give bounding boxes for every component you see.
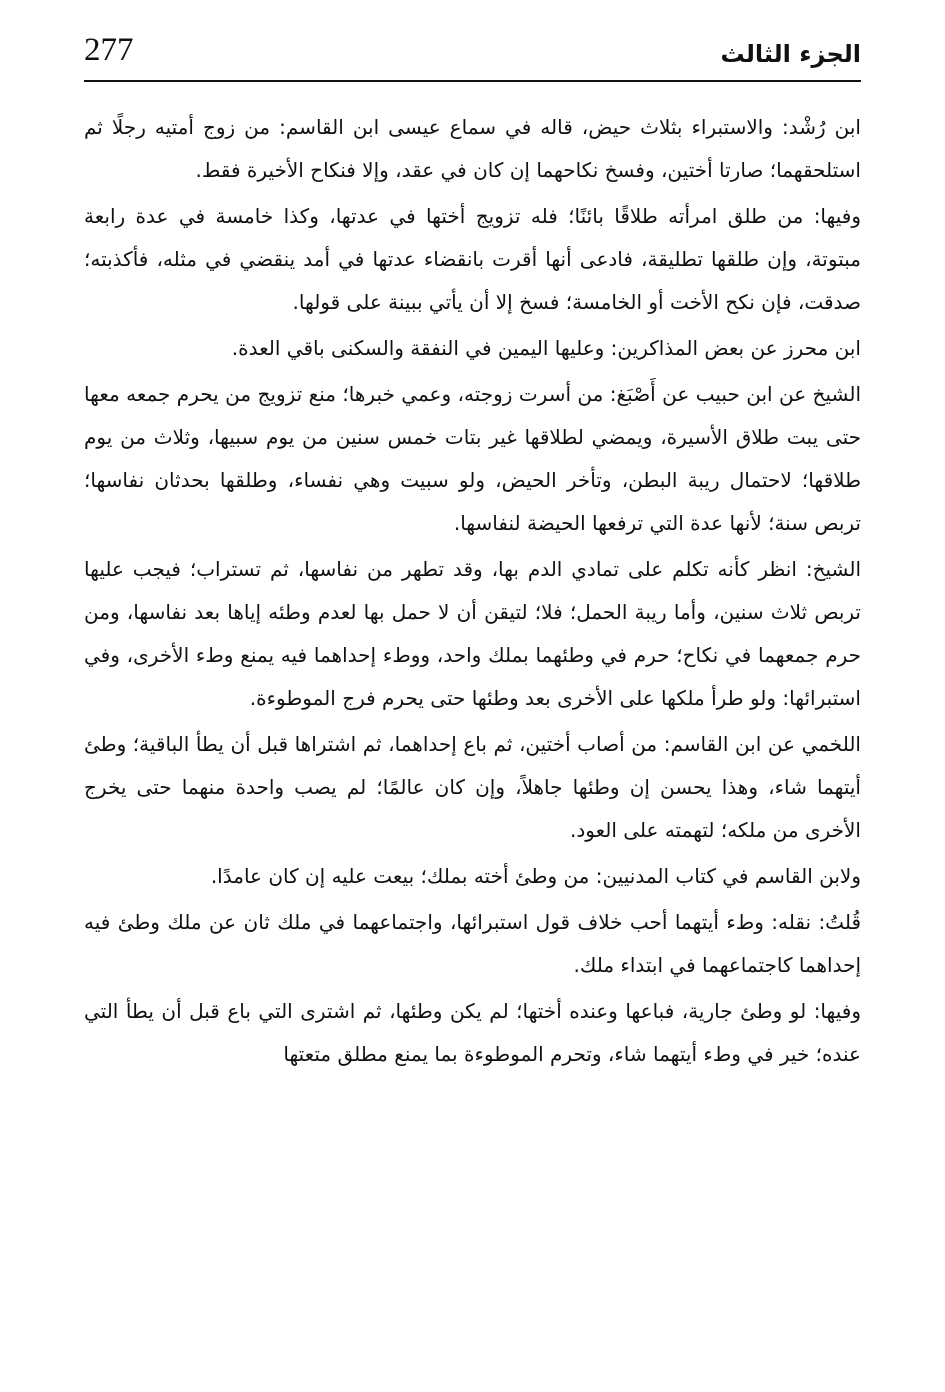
paragraph: اللخمي عن ابن القاسم: من أصاب أختين، ثم باع إحداهما، ثم اشتراها قبل أن يطأ الباقية؛ وطئ أيتهما شاء، وهذا يحسن إن وطئها جاهلاً، وإن كان عالمًا؛ لم يصب واحدة منهما حتى يخرج الأخرى من ملكه؛ لتهمته على العود. (84, 732, 861, 842)
paragraph: ولابن القاسم في كتاب المدنيين: من وطئ أخته بملك؛ بيعت عليه إن كان عامدًا. (210, 864, 861, 888)
paragraph: قُلتُ: نقله: وطء أيتهما أحب خلاف قول استبرائها، واجتماعهما في ملك ثان عن ملك وطئ فيه إحداهما كاجتماعهما في ابتداء ملك. (84, 910, 861, 977)
paragraph: ابن محرز عن بعض المذاكرين: وعليها اليمين في النفقة والسكنى باقي العدة. (231, 336, 861, 360)
paragraph: الشيخ عن ابن حبيب عن أَصْبَغ: من أسرت زوجته، وعمي خبرها؛ منع تزويج من يحرم جمعه معها حتى يبت طلاق الأسيرة، ويمضي لطلاقها غير بتات خمس سنين من يوم سبيها، وثلاث من يوم طلاقها؛ لاحتمال ريبة البطن، وتأخر الحيض، ولو سبيت وهي نفساء، وطلقها بحدثان نفاسها؛ تربص سنة؛ لأنها عدة التي ترفعها الحيضة لنفاسها. (84, 382, 861, 535)
running-title: الجزء الثالث (720, 40, 861, 68)
body-text (84, 106, 861, 1079)
paragraph: وفيها: من طلق امرأته طلاقًا بائنًا؛ فله تزويج أختها في عدتها، وكذا خامسة في عدة رابعة مبتوتة، وإن طلقها تطليقة، فادعى أنها أقرت بانقضاء عدتها في أمد ينقضي في مثله، فأكذبته؛ صدقت، فإن نكح الأخت أو الخامسة؛ فسخ إلا أن يأتي ببينة على قولها. (84, 204, 861, 314)
page-number: 277 (84, 32, 134, 68)
paragraph: وفيها: لو وطئ جارية، فباعها وعنده أختها؛ لم يكن وطئها، ثم اشترى التي باع قبل أن يطأ التي عنده؛ خير في وطء أيتهما شاء، وتحرم الموطوءة بما يمنع مطلق متعتها (84, 999, 861, 1066)
paragraph: الشيخ: انظر كأنه تكلم على تمادي الدم بها، وقد تطهر من نفاسها، ثم تستراب؛ فيجب عليها تربص ثلاث سنين، وأما ريبة الحمل؛ فلا؛ لتيقن أن لا حمل بها لعدم وطئه إياها بعد نفاسها، ومن حرم جمعهما في نكاح؛ حرم في وطئهما بملك واحد، ووطء إحداهما فيه يمنع وطء الأخرى، وفي استبرائها: ولو طرأ ملكها على الأخرى بعد وطئها حتى يحرم فرج الموطوءة. (84, 557, 861, 710)
page-header (84, 30, 861, 82)
paragraph: ابن رُشْد: والاستبراء بثلاث حيض، قاله في سماع عيسى ابن القاسم: من زوج أمتيه رجلًا ثم استلحقهما؛ صارتا أختين، وفسخ نكاحهما إن كان في عقد، وإلا فنكاح الأخيرة فقط. (84, 115, 861, 182)
